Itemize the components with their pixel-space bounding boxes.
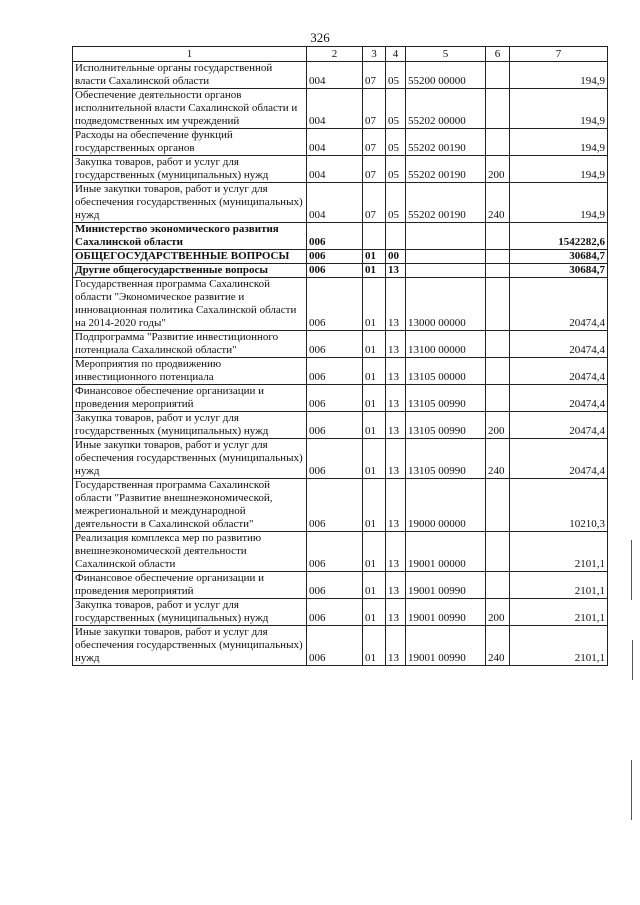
- row-amount-cell: 2101,1: [510, 626, 608, 666]
- row-ministry-code-cell: 006: [307, 385, 363, 412]
- row-expense-code-cell: [486, 264, 510, 278]
- row-section-code-cell: 01: [363, 532, 386, 572]
- row-section-code-cell: 07: [363, 183, 386, 223]
- row-subsection-code-cell: 13: [386, 358, 406, 385]
- row-target-code-cell: 13105 00990: [406, 385, 486, 412]
- row-expense-code-cell: [486, 572, 510, 599]
- row-subsection-code-cell: 05: [386, 62, 406, 89]
- header-cell: 7: [510, 47, 608, 62]
- row-amount-cell: 10210,3: [510, 479, 608, 532]
- header-cell: 3: [363, 47, 386, 62]
- row-ministry-code-cell: 006: [307, 358, 363, 385]
- row-section-code-cell: 01: [363, 412, 386, 439]
- row-subsection-code-cell: 13: [386, 412, 406, 439]
- row-name-cell: Министерство экономического развития Сахалинской области: [73, 223, 307, 250]
- row-subsection-code-cell: 13: [386, 331, 406, 358]
- row-name-cell: Финансовое обеспечение организации и проведения мероприятий: [73, 385, 307, 412]
- row-expense-code-cell: [486, 62, 510, 89]
- table-row: [73, 532, 608, 572]
- row-target-code-cell: 55202 00190: [406, 129, 486, 156]
- row-name-cell: Закупка товаров, работ и услуг для государственных (муниципальных) нужд: [73, 599, 307, 626]
- row-expense-code-cell: [486, 250, 510, 264]
- row-name-cell: Закупка товаров, работ и услуг для государственных (муниципальных) нужд: [73, 156, 307, 183]
- row-section-code-cell: 01: [363, 599, 386, 626]
- table-row: [73, 358, 608, 385]
- table-row: [73, 156, 608, 183]
- row-target-code-cell: [406, 250, 486, 264]
- row-subsection-code-cell: 13: [386, 626, 406, 666]
- row-target-code-cell: [406, 223, 486, 250]
- row-name-cell: Иные закупки товаров, работ и услуг для обеспечения государственных (муниципальных) нужд: [73, 626, 307, 666]
- row-expense-code-cell: 200: [486, 156, 510, 183]
- row-amount-cell: 20474,4: [510, 278, 608, 331]
- row-section-code-cell: 01: [363, 479, 386, 532]
- row-section-code-cell: 01: [363, 331, 386, 358]
- header-cell: 6: [486, 47, 510, 62]
- row-amount-cell: 20474,4: [510, 331, 608, 358]
- row-target-code-cell: 19000 00000: [406, 479, 486, 532]
- row-ministry-code-cell: 006: [307, 250, 363, 264]
- row-expense-code-cell: 200: [486, 412, 510, 439]
- row-target-code-cell: 13105 00990: [406, 412, 486, 439]
- scan-edge-mark: [631, 540, 632, 600]
- row-ministry-code-cell: 004: [307, 129, 363, 156]
- row-target-code-cell: 19001 00000: [406, 532, 486, 572]
- row-expense-code-cell: [486, 278, 510, 331]
- row-section-code-cell: 01: [363, 385, 386, 412]
- row-ministry-code-cell: 004: [307, 62, 363, 89]
- row-ministry-code-cell: 006: [307, 572, 363, 599]
- row-target-code-cell: 13105 00990: [406, 439, 486, 479]
- budget-table: [72, 46, 608, 666]
- row-section-code-cell: 01: [363, 626, 386, 666]
- table-row: [73, 264, 608, 278]
- row-section-code-cell: 07: [363, 129, 386, 156]
- row-expense-code-cell: 240: [486, 439, 510, 479]
- row-ministry-code-cell: 006: [307, 532, 363, 572]
- row-target-code-cell: 55202 00190: [406, 156, 486, 183]
- table-row: [73, 278, 608, 331]
- row-amount-cell: 30684,7: [510, 250, 608, 264]
- row-ministry-code-cell: 006: [307, 331, 363, 358]
- row-expense-code-cell: 200: [486, 599, 510, 626]
- row-expense-code-cell: [486, 223, 510, 250]
- table-row: [73, 62, 608, 89]
- row-expense-code-cell: 240: [486, 183, 510, 223]
- row-expense-code-cell: [486, 532, 510, 572]
- row-subsection-code-cell: 05: [386, 183, 406, 223]
- row-name-cell: Реализация комплекса мер по развитию внешнеэкономической деятельности Сахалинской области: [73, 532, 307, 572]
- row-subsection-code-cell: [386, 223, 406, 250]
- row-ministry-code-cell: 006: [307, 223, 363, 250]
- row-ministry-code-cell: 006: [307, 278, 363, 331]
- row-expense-code-cell: [486, 358, 510, 385]
- row-amount-cell: 20474,4: [510, 358, 608, 385]
- table-row: [73, 89, 608, 129]
- row-section-code-cell: 07: [363, 89, 386, 129]
- row-name-cell: ОБЩЕГОСУДАРСТВЕННЫЕ ВОПРОСЫ: [73, 250, 307, 264]
- row-section-code-cell: 07: [363, 62, 386, 89]
- row-target-code-cell: 19001 00990: [406, 572, 486, 599]
- row-subsection-code-cell: 13: [386, 572, 406, 599]
- table-row: [73, 385, 608, 412]
- row-name-cell: Мероприятия по продвижению инвестиционного потенциала: [73, 358, 307, 385]
- row-amount-cell: 2101,1: [510, 599, 608, 626]
- row-subsection-code-cell: 05: [386, 89, 406, 129]
- row-target-code-cell: 13105 00000: [406, 358, 486, 385]
- row-section-code-cell: 01: [363, 250, 386, 264]
- row-amount-cell: 2101,1: [510, 572, 608, 599]
- row-section-code-cell: 01: [363, 572, 386, 599]
- row-target-code-cell: 55202 00000: [406, 89, 486, 129]
- header-cell: 2: [307, 47, 363, 62]
- table-row: [73, 331, 608, 358]
- row-subsection-code-cell: 00: [386, 250, 406, 264]
- row-amount-cell: 20474,4: [510, 412, 608, 439]
- row-target-code-cell: 13000 00000: [406, 278, 486, 331]
- row-expense-code-cell: 240: [486, 626, 510, 666]
- row-name-cell: Иные закупки товаров, работ и услуг для обеспечения государственных (муниципальных) нужд: [73, 183, 307, 223]
- table-row: [73, 129, 608, 156]
- row-section-code-cell: 01: [363, 439, 386, 479]
- row-name-cell: Обеспечение деятельности органов исполнительной власти Сахалинской области и подведомственных им учреждений: [73, 89, 307, 129]
- row-expense-code-cell: [486, 385, 510, 412]
- row-subsection-code-cell: 13: [386, 264, 406, 278]
- row-amount-cell: 194,9: [510, 183, 608, 223]
- row-target-code-cell: [406, 264, 486, 278]
- row-section-code-cell: 01: [363, 264, 386, 278]
- row-expense-code-cell: [486, 479, 510, 532]
- row-amount-cell: 1542282,6: [510, 223, 608, 250]
- row-name-cell: Государственная программа Сахалинской области "Развитие внешнеэкономической, межрегиональной и международной деятельности в Сахалинской области": [73, 479, 307, 532]
- row-name-cell: Государственная программа Сахалинской области "Экономическое развитие и инновационная политика Сахалинской области на 2014-2020 годы": [73, 278, 307, 331]
- row-target-code-cell: 55200 00000: [406, 62, 486, 89]
- row-amount-cell: 194,9: [510, 62, 608, 89]
- table-body: [73, 62, 608, 666]
- row-subsection-code-cell: 13: [386, 439, 406, 479]
- table-row: [73, 626, 608, 666]
- table-row: [73, 479, 608, 532]
- header-row: [73, 47, 608, 62]
- table-row: [73, 439, 608, 479]
- row-target-code-cell: 13100 00000: [406, 331, 486, 358]
- row-expense-code-cell: [486, 129, 510, 156]
- row-section-code-cell: 01: [363, 358, 386, 385]
- row-subsection-code-cell: 05: [386, 156, 406, 183]
- scan-edge-mark: [632, 640, 633, 680]
- row-ministry-code-cell: 004: [307, 183, 363, 223]
- page-number: 326: [310, 30, 330, 45]
- scan-edge-mark: [631, 760, 632, 820]
- row-section-code-cell: 01: [363, 278, 386, 331]
- row-amount-cell: 194,9: [510, 129, 608, 156]
- row-amount-cell: 30684,7: [510, 264, 608, 278]
- row-expense-code-cell: [486, 89, 510, 129]
- row-ministry-code-cell: 006: [307, 412, 363, 439]
- row-ministry-code-cell: 006: [307, 264, 363, 278]
- header-cell: 5: [406, 47, 486, 62]
- row-subsection-code-cell: 13: [386, 278, 406, 331]
- row-target-code-cell: 19001 00990: [406, 599, 486, 626]
- row-ministry-code-cell: 006: [307, 479, 363, 532]
- row-name-cell: Исполнительные органы государственной власти Сахалинской области: [73, 62, 307, 89]
- row-amount-cell: 2101,1: [510, 532, 608, 572]
- row-amount-cell: 20474,4: [510, 439, 608, 479]
- row-subsection-code-cell: 13: [386, 479, 406, 532]
- row-target-code-cell: 55202 00190: [406, 183, 486, 223]
- row-name-cell: Расходы на обеспечение функций государственных органов: [73, 129, 307, 156]
- table-row: [73, 412, 608, 439]
- row-name-cell: Подпрограмма "Развитие инвестиционного потенциала Сахалинской области": [73, 331, 307, 358]
- row-target-code-cell: 19001 00990: [406, 626, 486, 666]
- table-row: [73, 250, 608, 264]
- header-cell: 4: [386, 47, 406, 62]
- table-row: [73, 572, 608, 599]
- row-section-code-cell: [363, 223, 386, 250]
- row-name-cell: Другие общегосударственные вопросы: [73, 264, 307, 278]
- row-ministry-code-cell: 004: [307, 89, 363, 129]
- row-subsection-code-cell: 13: [386, 599, 406, 626]
- header-cell: 1: [73, 47, 307, 62]
- table-row: [73, 599, 608, 626]
- row-section-code-cell: 07: [363, 156, 386, 183]
- row-ministry-code-cell: 006: [307, 626, 363, 666]
- row-amount-cell: 194,9: [510, 89, 608, 129]
- table-row: [73, 183, 608, 223]
- row-subsection-code-cell: 13: [386, 385, 406, 412]
- row-name-cell: Закупка товаров, работ и услуг для государственных (муниципальных) нужд: [73, 412, 307, 439]
- row-ministry-code-cell: 006: [307, 439, 363, 479]
- row-subsection-code-cell: 05: [386, 129, 406, 156]
- row-amount-cell: 20474,4: [510, 385, 608, 412]
- row-name-cell: Иные закупки товаров, работ и услуг для обеспечения государственных (муниципальных) нужд: [73, 439, 307, 479]
- row-ministry-code-cell: 004: [307, 156, 363, 183]
- row-name-cell: Финансовое обеспечение организации и проведения мероприятий: [73, 572, 307, 599]
- row-amount-cell: 194,9: [510, 156, 608, 183]
- table-row: [73, 223, 608, 250]
- row-ministry-code-cell: 006: [307, 599, 363, 626]
- row-subsection-code-cell: 13: [386, 532, 406, 572]
- row-expense-code-cell: [486, 331, 510, 358]
